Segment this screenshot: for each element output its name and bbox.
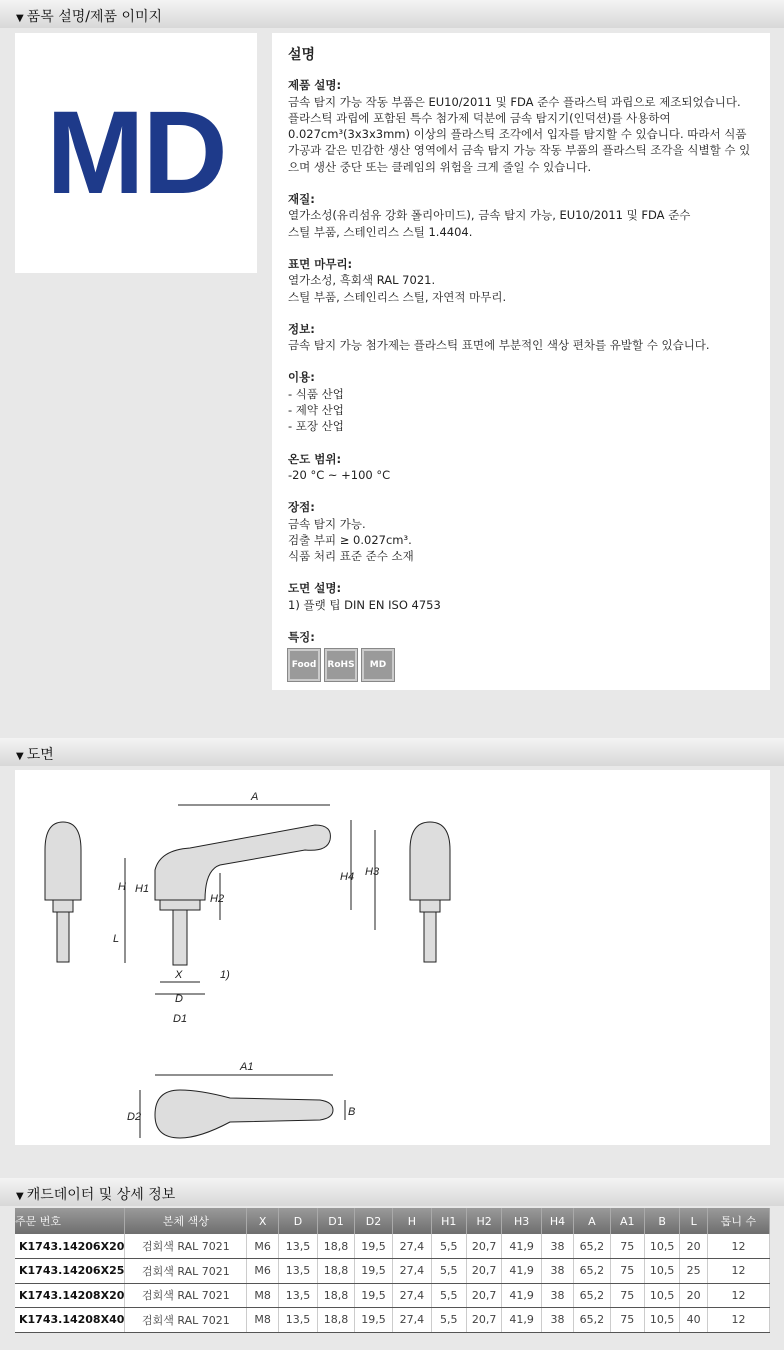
table-cell: 27,4 bbox=[393, 1259, 431, 1284]
feature-icon-rohs: RoHS bbox=[325, 649, 357, 681]
section-header-description[interactable]: ▼ 품목 설명/제품 이미지 bbox=[0, 0, 784, 28]
table-cell: M8 bbox=[247, 1283, 278, 1308]
table-cell: 13,5 bbox=[278, 1283, 317, 1308]
md-logo: MD bbox=[46, 87, 226, 219]
table-cell: 12 bbox=[707, 1234, 769, 1259]
table-cell: 13,5 bbox=[278, 1308, 317, 1333]
block-line: - 포장 산업 bbox=[288, 419, 344, 434]
order-number-cell[interactable]: K1743.14206X20 bbox=[15, 1234, 125, 1259]
block-line: 금속 탐지 가능. bbox=[288, 516, 366, 531]
block-line: 열가소성, 흑회색 RAL 7021. bbox=[288, 273, 436, 288]
table-cell: 41,9 bbox=[502, 1259, 541, 1284]
description-panel bbox=[272, 33, 770, 690]
block-title: 온도 범위: bbox=[288, 451, 342, 466]
description-block bbox=[288, 321, 754, 354]
dim-h4: H4 bbox=[340, 871, 355, 883]
dim-d1: D1 bbox=[173, 1013, 188, 1025]
table-cell: 25 bbox=[680, 1259, 707, 1284]
description-block bbox=[288, 256, 754, 305]
side-view bbox=[125, 805, 375, 994]
dim-l: L bbox=[113, 933, 120, 945]
table-cell: 41,9 bbox=[502, 1308, 541, 1333]
feature-icon-md: MD bbox=[362, 649, 394, 681]
block-line: 검출 부피 ≥ 0.027cm³. bbox=[288, 532, 412, 547]
table-row[interactable] bbox=[15, 1234, 770, 1259]
column-header[interactable]: H4 bbox=[541, 1208, 573, 1234]
table-cell: 10,5 bbox=[644, 1308, 680, 1333]
block-line: 플라스틱 과립에 포함된 특수 첨가제 덕분에 금속 탐지기(인덕션)를 사용하여 0.027cm³(3x3x3mm) 이상의 플라스틱 조각에서 입자를 탐지할 수 있습니다. 따라서 식품 가공과 같은 민감한 생산 영역에서 금속 탐지 가능 작동 부품의 플라스틱 조각을 식별할 수 있으며 생산 중단 또는 클레임의 위험을 크게 줄일 수 있습니다. bbox=[288, 110, 751, 174]
collapse-triangle-icon: ▼ bbox=[16, 13, 24, 24]
block-line: 열가소성(유리섬유 강화 폴리아미드), 금속 탐지 가능, EU10/2011 및 FDA 준수 bbox=[288, 208, 691, 223]
table-cell: 27,4 bbox=[393, 1234, 431, 1259]
table-cell: 27,4 bbox=[393, 1308, 431, 1333]
table-cell: 12 bbox=[707, 1283, 769, 1308]
block-title: 장점: bbox=[288, 500, 315, 515]
column-header[interactable]: H2 bbox=[466, 1208, 502, 1234]
table-cell: M8 bbox=[247, 1308, 278, 1333]
dim-h2: H2 bbox=[210, 893, 225, 905]
block-line: 금속 탐지 가능 작동 부품은 EU10/2011 및 FDA 준수 플라스틱 과립으로 제조되었습니다. bbox=[288, 94, 741, 109]
table-cell: 18,8 bbox=[318, 1259, 355, 1284]
table-cell: 27,4 bbox=[393, 1283, 431, 1308]
table-cell: 65,2 bbox=[574, 1308, 611, 1333]
table-cell: M6 bbox=[247, 1234, 278, 1259]
block-title: 정보: bbox=[288, 321, 315, 336]
table-cell: 12 bbox=[707, 1308, 769, 1333]
column-header[interactable]: H1 bbox=[431, 1208, 466, 1234]
dim-x: X bbox=[175, 969, 183, 981]
table-cell: 검회색 RAL 7021 bbox=[125, 1234, 247, 1259]
description-block bbox=[288, 77, 754, 175]
section-header-cad[interactable]: ▼ 캐드데이터 및 상세 정보 bbox=[0, 1178, 784, 1206]
block-line: 식품 처리 표준 준수 소재 bbox=[288, 549, 414, 564]
table-cell: 41,9 bbox=[502, 1234, 541, 1259]
table-cell: 65,2 bbox=[574, 1259, 611, 1284]
right-view bbox=[410, 822, 450, 962]
column-header[interactable]: D1 bbox=[318, 1208, 355, 1234]
dim-d: D bbox=[175, 993, 183, 1005]
table-cell: 검회색 RAL 7021 bbox=[125, 1259, 247, 1284]
table-cell: 13,5 bbox=[278, 1234, 317, 1259]
table-cell: 19,5 bbox=[354, 1283, 392, 1308]
block-line: -20 °C ~ +100 °C bbox=[288, 467, 391, 482]
table-cell: 20,7 bbox=[466, 1283, 502, 1308]
block-title: 재질: bbox=[288, 192, 315, 207]
column-header[interactable]: D bbox=[278, 1208, 317, 1234]
description-block bbox=[288, 580, 754, 613]
table-cell: 20,7 bbox=[466, 1259, 502, 1284]
column-header[interactable]: H3 bbox=[502, 1208, 541, 1234]
table-cell: 75 bbox=[610, 1308, 644, 1333]
table-row[interactable] bbox=[15, 1308, 770, 1333]
column-header[interactable]: B bbox=[644, 1208, 680, 1234]
table-cell: 18,8 bbox=[318, 1308, 355, 1333]
table-cell: 19,5 bbox=[354, 1308, 392, 1333]
order-number-cell[interactable]: K1743.14206X25 bbox=[15, 1259, 125, 1284]
dim-h3: H3 bbox=[365, 866, 380, 878]
block-line: - 식품 산업 bbox=[288, 386, 344, 401]
table-cell: 38 bbox=[541, 1308, 573, 1333]
block-line: 1) 플랫 팁 DIN EN ISO 4753 bbox=[288, 597, 441, 612]
column-header[interactable]: D2 bbox=[354, 1208, 392, 1234]
table-cell: 20,7 bbox=[466, 1234, 502, 1259]
technical-drawing bbox=[15, 770, 770, 1145]
column-header[interactable]: A bbox=[574, 1208, 611, 1234]
dim-b: B bbox=[348, 1106, 356, 1118]
table-cell: 검회색 RAL 7021 bbox=[125, 1283, 247, 1308]
block-line: 스틸 부품, 스테인리스 스틸 1.4404. bbox=[288, 224, 473, 239]
product-image bbox=[15, 33, 257, 273]
description-block bbox=[288, 369, 754, 434]
table-cell: 18,8 bbox=[318, 1283, 355, 1308]
product-table bbox=[15, 1208, 770, 1333]
table-cell: 10,5 bbox=[644, 1259, 680, 1284]
table-cell: 20 bbox=[680, 1234, 707, 1259]
column-header[interactable]: 본체 색상 bbox=[125, 1208, 247, 1234]
table-cell: 41,9 bbox=[502, 1283, 541, 1308]
table-cell: 5,5 bbox=[431, 1259, 466, 1284]
table-cell: 65,2 bbox=[574, 1234, 611, 1259]
table-cell: 검회색 RAL 7021 bbox=[125, 1308, 247, 1333]
description-block bbox=[288, 499, 754, 564]
table-cell: 65,2 bbox=[574, 1283, 611, 1308]
description-block bbox=[288, 451, 754, 484]
table-cell: 38 bbox=[541, 1259, 573, 1284]
column-header[interactable]: 주문 번호 bbox=[15, 1208, 125, 1234]
table-cell: 20 bbox=[680, 1283, 707, 1308]
table-row[interactable] bbox=[15, 1283, 770, 1308]
feature-icon-food: Food bbox=[288, 649, 320, 681]
table-cell: 75 bbox=[610, 1234, 644, 1259]
block-title: 도면 설명: bbox=[288, 581, 342, 596]
collapse-triangle-icon: ▼ bbox=[16, 1191, 24, 1202]
table-cell: 5,5 bbox=[431, 1283, 466, 1308]
collapse-triangle-icon: ▼ bbox=[16, 751, 24, 762]
table-cell: 5,5 bbox=[431, 1308, 466, 1333]
note-1: 1) bbox=[220, 969, 230, 981]
description-title: 설명 bbox=[288, 47, 316, 63]
column-header[interactable]: X bbox=[247, 1208, 278, 1234]
dim-h: H bbox=[118, 881, 126, 893]
table-cell: 10,5 bbox=[644, 1234, 680, 1259]
block-title: 제품 설명: bbox=[288, 78, 342, 93]
order-number-cell[interactable]: K1743.14208X20 bbox=[15, 1283, 125, 1308]
dim-a: A bbox=[251, 791, 259, 803]
column-header[interactable]: L bbox=[680, 1208, 707, 1234]
column-header[interactable]: 톱니 수 bbox=[707, 1208, 769, 1234]
table-cell: 19,5 bbox=[354, 1259, 392, 1284]
table-cell: 18,8 bbox=[318, 1234, 355, 1259]
table-cell: 38 bbox=[541, 1283, 573, 1308]
table-cell: 20,7 bbox=[466, 1308, 502, 1333]
dim-d2: D2 bbox=[127, 1111, 142, 1123]
dim-h1: H1 bbox=[135, 883, 150, 895]
table-cell: 5,5 bbox=[431, 1234, 466, 1259]
features-title: 특징: bbox=[288, 630, 315, 645]
description-block bbox=[288, 191, 754, 240]
section-header-drawing[interactable]: ▼ 도면 bbox=[0, 738, 784, 766]
table-cell: 12 bbox=[707, 1259, 769, 1284]
table-cell: 38 bbox=[541, 1234, 573, 1259]
table-cell: 40 bbox=[680, 1308, 707, 1333]
block-line: - 제약 산업 bbox=[288, 403, 344, 418]
column-header[interactable]: A1 bbox=[610, 1208, 644, 1234]
dim-a1: A1 bbox=[240, 1061, 254, 1073]
block-title: 표면 마무리: bbox=[288, 256, 353, 271]
table-cell: 13,5 bbox=[278, 1259, 317, 1284]
block-line: 스틸 부품, 스테인리스 스틸, 자연적 마무리. bbox=[288, 289, 507, 304]
table-cell: 75 bbox=[610, 1283, 644, 1308]
block-title: 이용: bbox=[288, 370, 315, 385]
table-row[interactable] bbox=[15, 1259, 770, 1284]
top-view bbox=[140, 1075, 345, 1138]
table-cell: 75 bbox=[610, 1259, 644, 1284]
block-line: 금속 탐지 가능 첨가제는 플라스틱 표면에 부분적인 색상 편차를 유발할 수 있습니다. bbox=[288, 338, 710, 353]
column-header[interactable]: H bbox=[393, 1208, 431, 1234]
table-cell: 19,5 bbox=[354, 1234, 392, 1259]
front-view bbox=[45, 822, 81, 962]
table-cell: M6 bbox=[247, 1259, 278, 1284]
table-cell: 10,5 bbox=[644, 1283, 680, 1308]
order-number-cell[interactable]: K1743.14208X40 bbox=[15, 1308, 125, 1333]
